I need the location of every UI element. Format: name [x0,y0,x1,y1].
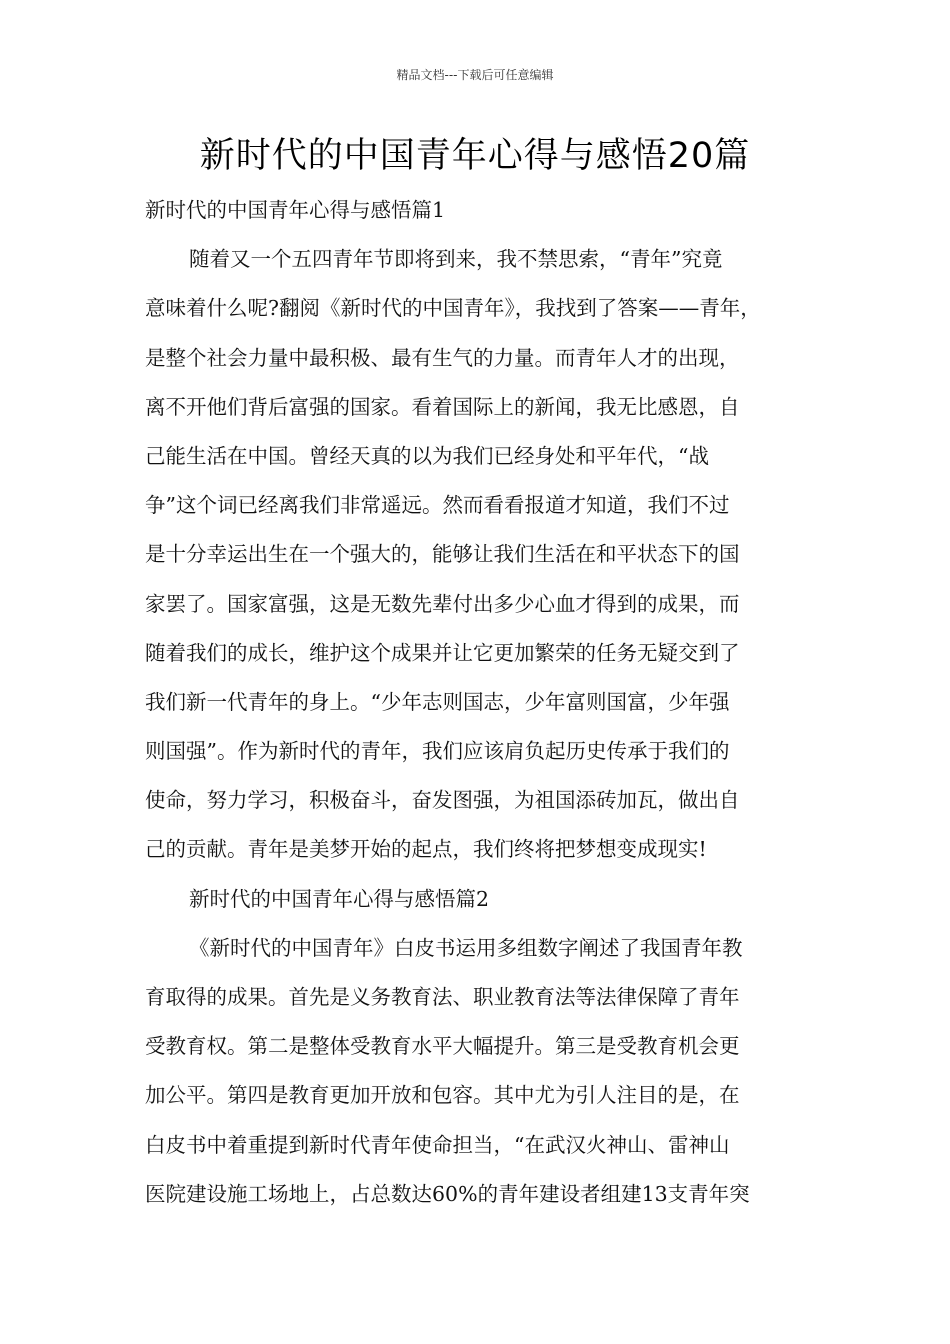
paragraph-line: 加公平。第四是教育更加开放和包容。其中尤为引人注目的是，在 [145,1083,740,1108]
section-heading-2: 新时代的中国青年心得与感悟篇2 [189,886,490,911]
paragraph-line: 则国强”。作为新时代的青年，我们应该肩负起历史传承于我们的 [145,739,730,764]
paragraph-line: 随着又一个五四青年节即将到来，我不禁思索，“青年”究竟 [189,247,723,272]
paragraph-line: 医院建设施工场地上，占总数达60%的青年建设者组建13支青年突 [145,1181,750,1206]
paragraph-line: 家罢了。国家富强，这是无数先辈付出多少心血才得到的成果，而 [145,591,740,616]
paragraph-line: 是整个社会力量中最积极、最有生气的力量。而青年人才的出现， [145,345,740,370]
paragraph-line: 育取得的成果。首先是义务教育法、职业教育法等法律保障了青年 [145,985,740,1009]
header-note: 精品文档---下载后可任意编辑 [396,68,554,82]
section-heading-1: 新时代的中国青年心得与感悟篇1 [145,198,446,222]
paragraph-line: 是十分幸运出生在一个强大的，能够让我们生活在和平状态下的国 [145,542,740,567]
document-body [145,186,825,1219]
paragraph-line: 白皮书中着重提到新时代青年使命担当，“在武汉火神山、雷神山 [145,1132,730,1157]
paragraph-line: 己的贡献。青年是美梦开始的起点，我们终将把梦想变成现实! [145,837,707,862]
paragraph-line: 争”这个词已经离我们非常遥远。然而看看报道才知道，我们不过 [145,493,730,518]
paragraph-line: 离不开他们背后富强的国家。看着国际上的新闻，我无比感恩，自 [145,394,740,419]
paragraph-line: 己能生活在中国。曾经天真的以为我们已经身处和平年代，“战 [145,443,709,468]
paragraph-line: 《新时代的中国青年》白皮书运用多组数字阐述了我国青年教 [189,935,743,960]
paragraph-line: 我们新一代青年的身上。“少年志则国志，少年富则国富，少年强 [145,689,730,714]
paragraph-line: 意味着什么呢?翻阅《新时代的中国青年》，我找到了答案——青年， [145,296,761,321]
paragraph-line: 使命，努力学习，积极奋斗，奋发图强，为祖国添砖加瓦，做出自 [145,788,740,813]
paragraph-line: 随着我们的成长，维护这个成果并让它更加繁荣的任务无疑交到了 [145,640,740,665]
paragraph-line: 受教育权。第二是整体受教育水平大幅提升。第三是受教育机会更 [145,1034,740,1059]
document-title: 新时代的中国青年心得与感悟20篇 [199,136,751,176]
